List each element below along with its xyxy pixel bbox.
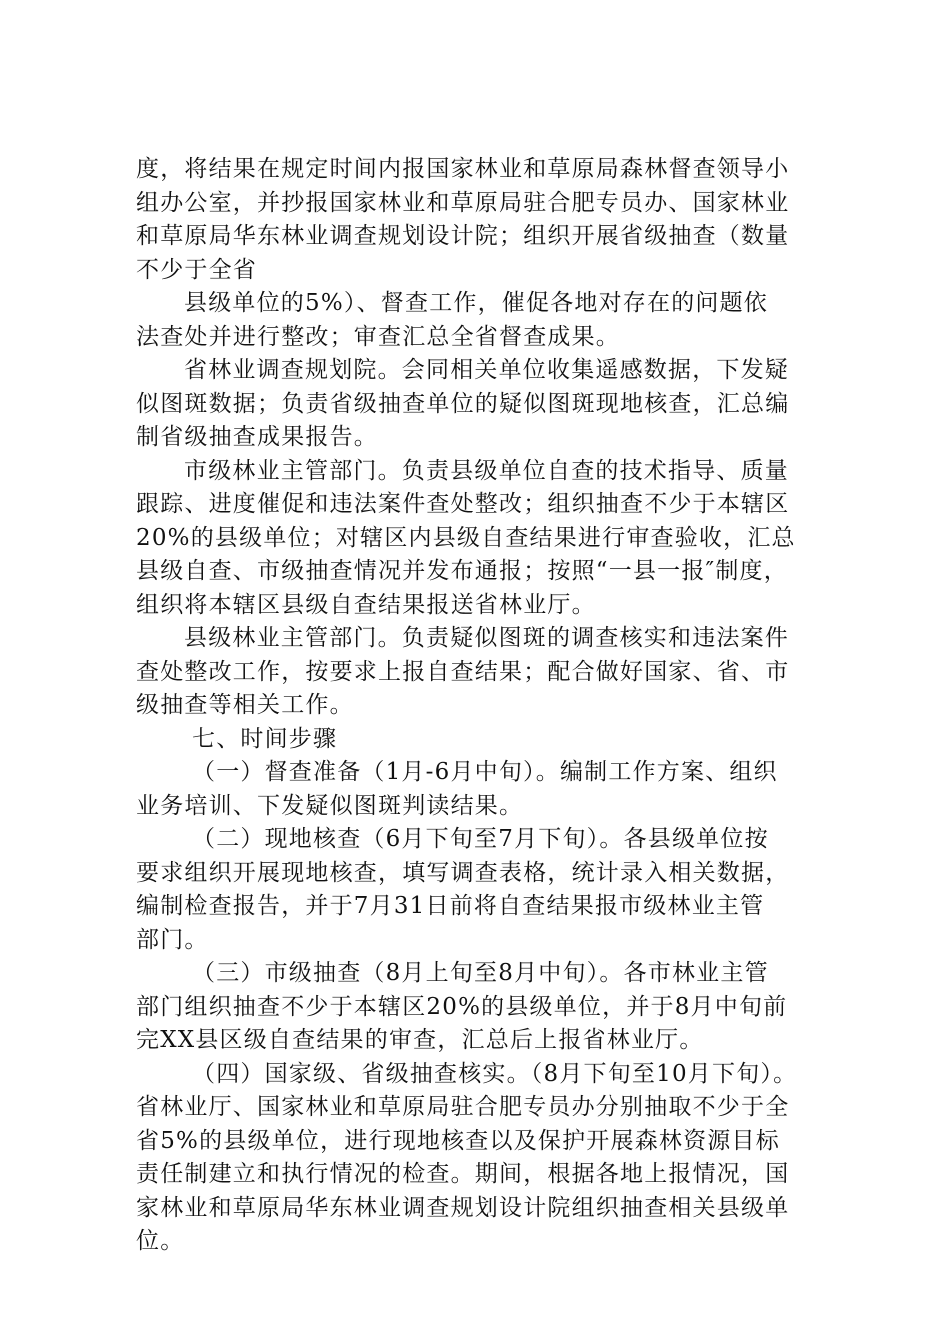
text-line: 度，将结果在规定时间内报国家林业和草原局森林督查领导小	[136, 156, 790, 182]
text-line: 位。	[136, 1228, 185, 1254]
text-line: （二）现地核查（6月下旬至7月下旬）。各县级单位按	[192, 826, 769, 852]
text-line: 级抽查等相关工作。	[136, 692, 354, 718]
text-line: 业务培训、下发疑似图斑判读结果。	[136, 792, 524, 819]
text-line: （三）市级抽查（8月上旬至8月中旬）。各市林业主管	[192, 960, 769, 986]
text-line: 家林业和草原局华东林业调查规划设计院组织抽查相关县级单	[136, 1194, 790, 1221]
text-line: 20%的县级单位；对辖区内县级自查结果进行审查验收，汇总	[136, 524, 796, 551]
text-line: 法查处并进行整改；审查汇总全省督查成果。	[136, 323, 620, 350]
text-line: 要求组织开展现地核查，填写调查表格，统计录入相关数据，	[136, 859, 790, 886]
text-line: （四）国家级、省级抽查核实。（8月下旬至10月下旬）。	[192, 1060, 798, 1087]
text-line: 省5%的县级单位，进行现地核查以及保护开展森林资源目标	[136, 1127, 780, 1154]
text-line: 完XX县区级自查结果的审查，汇总后上报省林业厅。	[136, 1027, 704, 1053]
text-line: （一）督查准备（1月-6月中旬）。编制工作方案、组织	[192, 759, 778, 785]
text-line: 编制检查报告，并于7月31日前将自查结果报市级林业主管	[136, 893, 765, 919]
text-line: 县级林业主管部门。负责疑似图斑的调查核实和违法案件	[184, 625, 789, 651]
text-line: 县级自查、市级抽查情况并发布通报；按照“一县一报″制度，	[136, 558, 788, 584]
text-line: 似图斑数据；负责省级抽查单位的疑似图斑现地核查，汇总编	[136, 390, 790, 417]
text-line: 县级单位的5%）、督查工作，催促各地对存在的问题依	[184, 290, 768, 316]
text-line: 部门。	[136, 926, 209, 953]
text-line: 七、时间步骤	[192, 725, 338, 752]
text-line: 查处整改工作，按要求上报自查结果；配合做好国家、省、市	[136, 658, 790, 685]
text-line: 制省级抽查成果报告。	[136, 424, 378, 450]
text-line: 省林业调查规划院。会同相关单位收集遥感数据，下发疑	[184, 357, 789, 383]
text-line: 市级林业主管部门。负责县级单位自查的技术指导、质量	[184, 457, 789, 484]
text-line: 责任制建立和执行情况的检查。期间，根据各地上报情况，国	[136, 1161, 790, 1187]
text-line: 组办公室，并抄报国家林业和草原局驻合肥专员办、国家林业	[136, 189, 790, 216]
text-line: 不少于全省	[136, 256, 257, 283]
text-line: 和草原局华东林业调查规划设计院；组织开展省级抽查（数量	[136, 223, 790, 249]
text-line: 跟踪、进度催促和违法案件查处整改；组织抽查不少于本辖区	[136, 491, 790, 517]
text-line: 部门组织抽查不少于本辖区20%的县级单位，并于8月中旬前	[136, 993, 788, 1020]
text-line: 省林业厅、国家林业和草原局驻合肥专员办分别抽取不少于全	[136, 1094, 790, 1120]
text-line: 组织将本辖区县级自查结果报送省林业厅。	[136, 591, 596, 618]
document-body	[136, 153, 836, 1259]
